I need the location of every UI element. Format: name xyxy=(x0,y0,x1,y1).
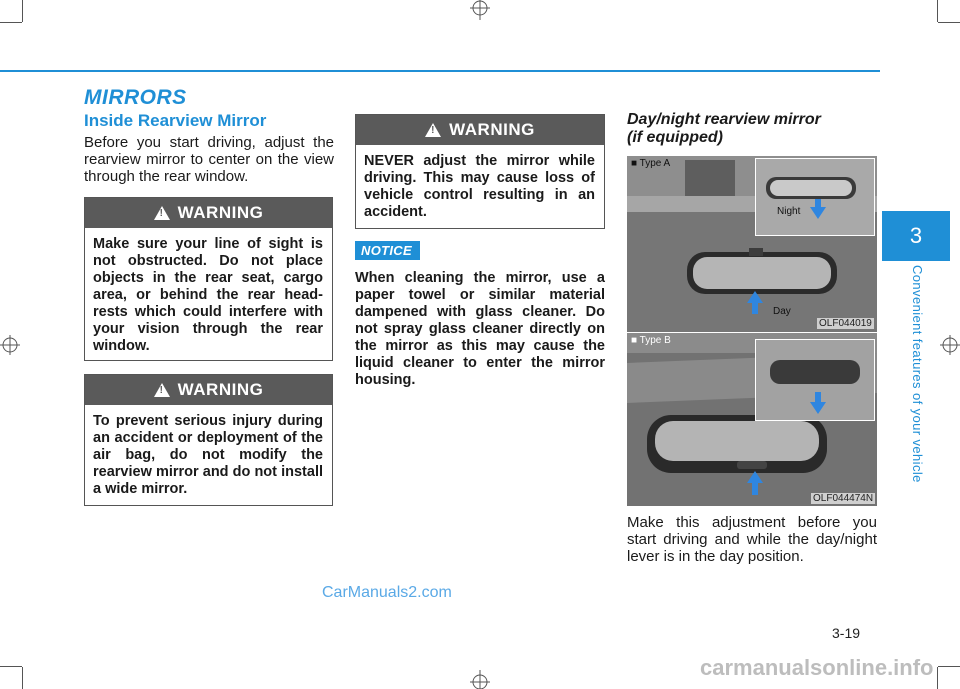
warning-triangle-icon xyxy=(425,123,441,137)
warning-box-sight xyxy=(84,197,333,361)
watermark: CarManuals2.com xyxy=(322,584,452,601)
section-title: MIRRORS xyxy=(84,86,187,109)
warning-title: WARNING xyxy=(449,120,535,139)
registration-mark xyxy=(0,333,22,357)
crop-mark xyxy=(938,22,960,23)
mirror-detail xyxy=(756,340,874,420)
warning-title: WARNING xyxy=(177,203,264,222)
figure-type-b xyxy=(627,333,877,506)
crop-mark xyxy=(0,666,22,667)
warning-triangle-icon xyxy=(154,206,170,220)
warning-header xyxy=(356,115,604,145)
registration-mark xyxy=(938,333,960,357)
warning-box-airbag xyxy=(84,374,333,506)
night-inset xyxy=(755,158,875,236)
watermark: carmanualsonline.info xyxy=(700,655,934,680)
chapter-title: Convenient features of your vehicle xyxy=(910,265,925,483)
warning-text: To prevent serious injury during an accident or deployment of the air bag, do not modify the rearview mirror and do not install a wide mirror. xyxy=(93,413,323,497)
warning-box-adjust xyxy=(355,114,605,229)
notice-paragraph: When cleaning the mirror, use a paper towel or similar material dampened with glass cleaner. Do not spray glass cleaner directly on the mirror as this may cause the liquid cleaner to enter the mirror housing. xyxy=(355,270,605,388)
type-b-label: ■ Type B xyxy=(631,335,671,346)
night-label: Night xyxy=(777,206,801,217)
registration-mark xyxy=(468,668,492,689)
mirror-detail xyxy=(756,159,874,235)
figure-code: OLF044474N xyxy=(813,493,874,504)
figure-heading: Day/night rearview mirror (if equipped) xyxy=(627,111,821,146)
notice-label: NOTICE xyxy=(355,241,420,260)
type-a-label: ■ Type A xyxy=(631,158,671,169)
day-label: Day xyxy=(773,306,791,317)
warning-text: Make sure your line of sight is not obstructed. Do not place objects in the rear seat, cargo area, or behind the rear head-rests which could interfere with your vision through the rear window. xyxy=(93,236,323,354)
crop-mark xyxy=(22,0,23,22)
lever-inset xyxy=(755,339,875,421)
closing-paragraph: Make this adjustment before you start driving and while the day/night lever is in the day position. xyxy=(627,514,877,565)
chapter-tab: 3 xyxy=(882,211,950,261)
crop-mark xyxy=(0,22,22,23)
figure-type-a xyxy=(627,156,877,332)
warning-text: NEVER adjust the mirror while driving. This may cause loss of vehicle control resulting in an accident. xyxy=(364,153,595,220)
registration-mark xyxy=(468,0,492,24)
subheading: Inside Rearview Mirror xyxy=(84,111,267,130)
figure-code: OLF044019 xyxy=(819,318,872,329)
crop-mark xyxy=(22,667,23,689)
warning-title: WARNING xyxy=(177,380,264,399)
warning-triangle-icon xyxy=(154,383,170,397)
warning-header xyxy=(85,375,332,405)
intro-paragraph: Before you start driving, adjust the rearview mirror to center on the view through the rear window. xyxy=(84,134,334,185)
crop-mark xyxy=(937,0,938,22)
crop-mark xyxy=(937,667,938,689)
warning-header xyxy=(85,198,332,228)
header-rule xyxy=(0,70,880,72)
page-number: 3-19 xyxy=(832,625,861,641)
crop-mark xyxy=(938,666,960,667)
